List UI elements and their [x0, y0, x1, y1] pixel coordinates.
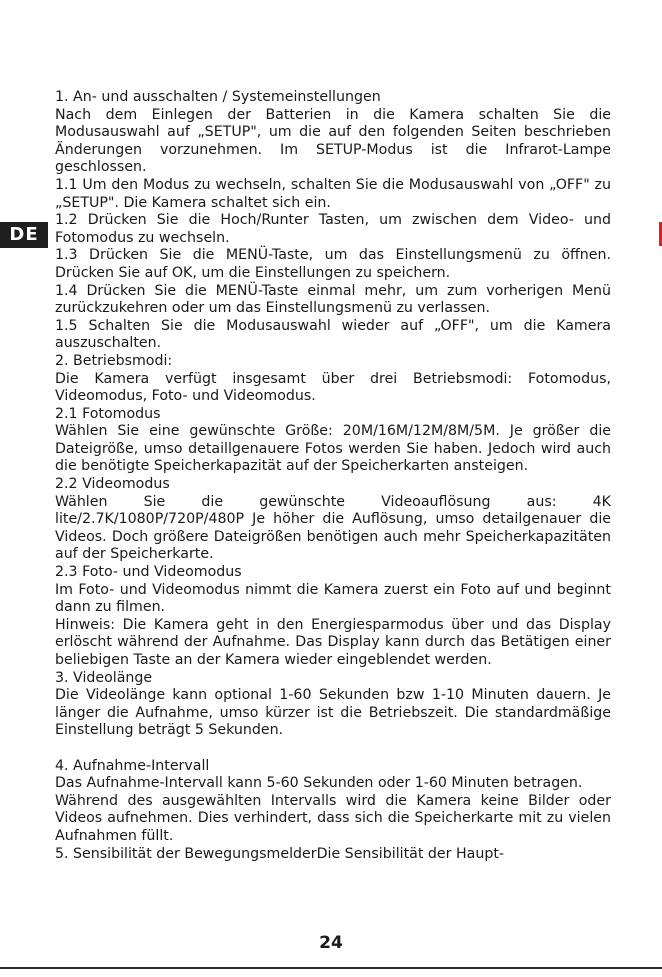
- heading-2-1: 2.1 Fotomodus: [55, 405, 161, 422]
- paragraph: Wählen Sie eine gewünschte Größe: 20M/16M/12M/8M/5M. Je größer die Dateigröße, umso detaillgenauere Fotos werden Sie haben. Jedoch wird auch die benötigte Speicherkapazität auf der Speicherkarten ansteigen.: [55, 423, 611, 475]
- paragraph: Das Aufnahme-Intervall kann 5-60 Sekunden oder 1-60 Minuten betragen.: [55, 775, 583, 792]
- bottom-rule: [0, 967, 662, 969]
- page-number: 24: [319, 933, 343, 953]
- step-1-4: 1.4 Drücken Sie die MENÜ-Taste einmal mehr, um zum vorherigen Menü zurückzukehren oder um das Einstellungsmenü zu verlassen.: [55, 282, 611, 317]
- paragraph: Wählen Sie die gewünschte Videoauflösung aus: 4K lite/2.7K/1080P/720P/480P Je höher die Auflösung, umso detailgenauer die Videos. Doch größere Dateigrößen benötigen auch mehr Speicherkapazitäten auf der Speicherkarte.: [55, 493, 611, 563]
- note: Hinweis: Die Kamera geht in den Energiesparmodus über und das Display erlöscht während der Aufnahme. Das Display kann durch das Betätigen einer beliebigen Taste an der Kamera wieder eingeblendet werden.: [55, 616, 611, 668]
- paragraph: Die Kamera verfügt insgesamt über drei Betriebsmodi: Fotomodus, Videomodus, Foto- und Videomodus.: [55, 370, 611, 405]
- heading-3: 3. Videolänge: [55, 669, 153, 686]
- step-1-3: 1.3 Drücken Sie die MENÜ-Taste, um das Einstellungsmenü zu öffnen. Drücken Sie auf OK, um die Einstellungen zu speichern.: [55, 247, 611, 281]
- heading-2-3: 2.3 Foto- und Videomodus: [55, 564, 242, 581]
- manual-text: [55, 89, 611, 863]
- step-1-5: 1.5 Schalten Sie die Modusauswahl wieder auf „OFF", um die Kamera auszuschalten.: [55, 317, 611, 352]
- step-1-2: 1.2 Drücken Sie die Hoch/Runter Tasten, um zwischen dem Video- und Fotomodus zu wechseln.: [55, 212, 611, 246]
- paragraph: Die Videolänge kann optional 1-60 Sekunden bzw 1-10 Minuten dauern. Je länger die Aufnahme, umso kürzer ist die Betriebszeit. Die standardmäßige Einstellung beträgt 5 Sekunden.: [55, 687, 611, 739]
- heading-5: 5. Sensibilität der BewegungsmelderDie Sensibilität der Haupt-: [55, 845, 505, 862]
- language-tab: DE: [0, 222, 48, 248]
- paragraph: Während des ausgewählten Intervalls wird die Kamera keine Bilder oder Videos aufnehmen. Dies verhindert, dass sich die Speicherkarte mit zu vielen Aufnahmen füllt.: [55, 792, 611, 844]
- paragraph: Nach dem Einlegen der Batterien in die Kamera schalten Sie die Modusauswahl auf „SETUP", um die auf den folgenden Seiten beschrieben Änderungen vorzunehmen. Im SETUP-Modus ist die Infrarot-Lampe geschlossen.: [55, 106, 611, 176]
- heading-4: 4. Aufnahme-Intervall: [55, 757, 210, 774]
- step-1-1: 1.1 Um den Modus zu wechseln, schalten Sie die Modusauswahl von „OFF" zu „SETUP". Die Kamera schaltet sich ein.: [55, 176, 611, 211]
- heading-2: 2. Betriebsmodi:: [55, 352, 173, 369]
- heading-2-2: 2.2 Videomodus: [55, 476, 170, 493]
- paragraph: Im Foto- und Videomodus nimmt die Kamera zuerst ein Foto auf und beginnt dann zu filmen.: [55, 581, 611, 616]
- heading-1: 1. An- und ausschalten / Systemeinstellungen: [55, 89, 381, 105]
